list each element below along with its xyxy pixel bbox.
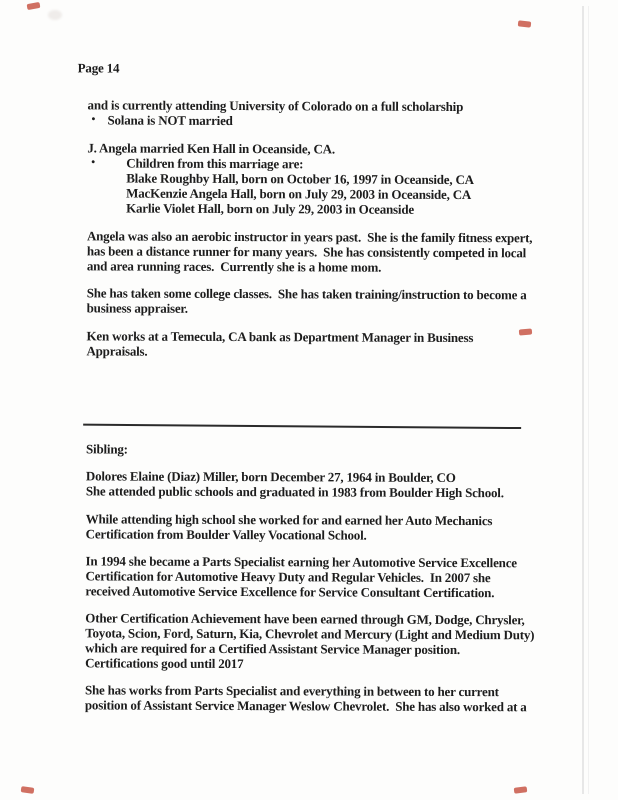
- red-scan-mark-bottom-right: [514, 786, 528, 794]
- paragraph-angela-married: J. Angela married Ken Hall in Oceanside, CA.: [87, 140, 335, 157]
- section-divider: [83, 424, 521, 429]
- child-entry: Karlie Violet Hall, born on July 29, 2003 in Oceanside: [126, 200, 414, 217]
- bullet-text: Solana is NOT married: [107, 112, 233, 129]
- red-scan-mark-bottom-left: [21, 786, 35, 794]
- children-list: [87, 170, 618, 217]
- paragraph-highschool: While attending high school she worked for and earned her Auto Mechanics Certification from Boulder Valley Vocational School.: [85, 511, 493, 543]
- paragraph-current-position: She has works from Parts Specialist and everything in between to her current position of Assistant Service Manager Weslow Chevrolet. She has also worked at a: [84, 682, 527, 715]
- paragraph-scholarship: and is currently attending University of Colorado on a full scholarship: [87, 97, 464, 115]
- paragraph-1994-certification: In 1994 she became a Parts Specialist earning her Automotive Service Excellence Certification for Automotive Heavy Duty and Regular Vehicles. In 2007 she received Automotive Service Excellence for Service Consultant Certification.: [85, 553, 517, 601]
- paragraph-college: She has taken some college classes. She has taken training/instruction to become a business appraiser.: [86, 285, 527, 316]
- bullet-icon: •: [91, 113, 96, 126]
- page-number: Page 14: [77, 60, 120, 76]
- paragraph-other-certifications: Other Certification Achievement have been earned through GM, Dodge, Chrysler, Toyota, Scion, Ford, Saturn, Kia, Chevrolet and Mercury (Light and Medium Duty) which are required for a Certified Assistant Service Manager position. Certifications good until 2017: [85, 610, 535, 672]
- child-entry: MacKenzie Angela Hall, born on July 29, 2003 in Oceanside, CA: [126, 185, 472, 203]
- bullet-icon: •: [91, 156, 95, 169]
- bullet-text: Children from this marriage are:: [126, 155, 304, 172]
- paragraph-dolores: Dolores Elaine (Diaz) Miller, born December 27, 1964 in Boulder, CO She attended public schools and graduated in 1983 from Boulder High School.: [85, 468, 504, 501]
- paragraph-ken-works: Ken works at a Temecula, CA bank as Department Manager in Business Appraisals.: [86, 328, 474, 359]
- child-entry: Blake Roughby Hall, born on October 16, 1997 in Oceanside, CA: [126, 170, 474, 188]
- bullet-item-solana: [87, 112, 618, 129]
- sibling-heading: Sibling:: [86, 441, 128, 457]
- paragraph-aerobic: Angela was also an aerobic instructor in years past. She is the family fitness expert, has been a distance runner for many years. She has consistently competed in local and area running races. Currently she is a home mom.: [86, 228, 533, 275]
